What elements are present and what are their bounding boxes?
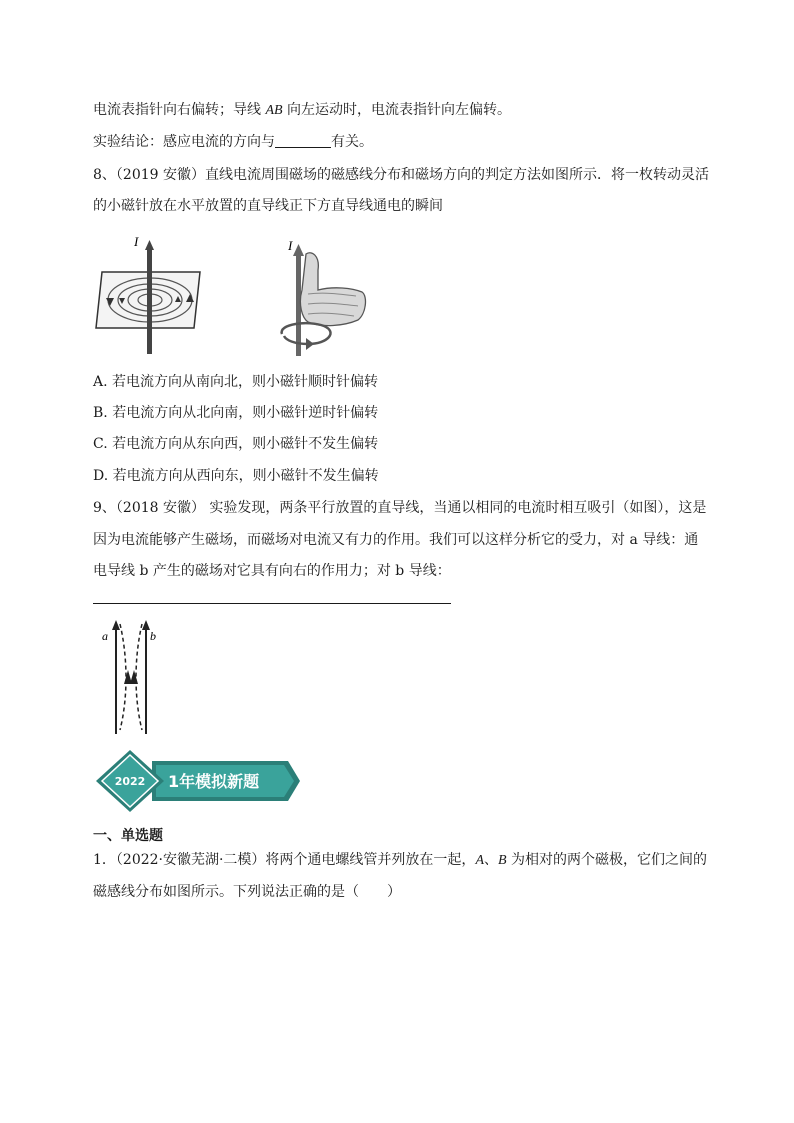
question-9-line-3: 电导线 b 产生的磁场对它具有向右的作用力；对 b 导线： [93,563,451,579]
text-seg: 有关。 [331,134,373,150]
question-9-line-1: 9、（2018 安徽） 实验发现，两条平行放置的直导线，当通以相同的电流时相互吸引（如图），这是 [93,500,707,516]
text-seg: 向左运动时，电流表指针向左偏转。 [282,102,512,118]
parallel-wires-figure [98,618,164,736]
option-d: D. 若电流方向从西向东，则小磁针不发生偏转 [93,468,379,484]
current-label: I [288,238,293,253]
experiment-conclusion [93,132,373,152]
banner-title: 1年模拟新题 [168,772,260,791]
text-seg: 实验结论：感应电流的方向与 [93,134,275,150]
pole-b-label: B [498,853,507,868]
text-seg: 电流表指针向右偏转；导线 [93,102,266,118]
problem-1-line-2: 磁感线分布如图所示。下列说法正确的是（ ） [93,884,401,900]
straight-wire-field-figure [90,232,210,360]
banner-year: 2022 [114,775,146,788]
fill-blank [275,133,331,148]
question-8-line-1: 8、（2019 安徽）直线电流周围磁场的磁感线分布和磁场方向的判定方法如图所示．将一枚转动灵活 [93,167,709,183]
answer-line [93,603,451,604]
option-a: A. 若电流方向从南向北，则小磁针顺时针偏转 [93,374,379,390]
option-c: C. 若电流方向从东向西，则小磁针不发生偏转 [93,436,379,452]
text-seg: 1．（2022·安徽芜湖·二模）将两个通电螺线管并列放在一起， [93,852,476,868]
wire-ab-label: AB [265,103,283,118]
pole-a-label: A [475,853,484,868]
right-hand-rule-figure [268,234,378,360]
section-heading: 一、单选题 [93,828,163,844]
question-9-line-2: 因为电流能够产生磁场，而磁场对电流又有力的作用。我们可以这样分析它的受力，对 a 导线：通 [93,532,699,548]
section-banner [92,748,304,814]
current-label: I [134,234,139,249]
text-line-1 [93,100,511,121]
text-seg: 、 [484,852,498,868]
wire-b-label: b [150,629,156,643]
option-b: B. 若电流方向从北向南，则小磁针逆时针偏转 [93,405,379,421]
question-8-line-2: 的小磁针放在水平放置的直导线正下方直导线通电的瞬间 [93,198,443,214]
text-seg: 为相对的两个磁极，它们之间的 [506,852,708,868]
wire-a-label: a [102,629,108,643]
problem-1-line-1 [93,850,707,871]
